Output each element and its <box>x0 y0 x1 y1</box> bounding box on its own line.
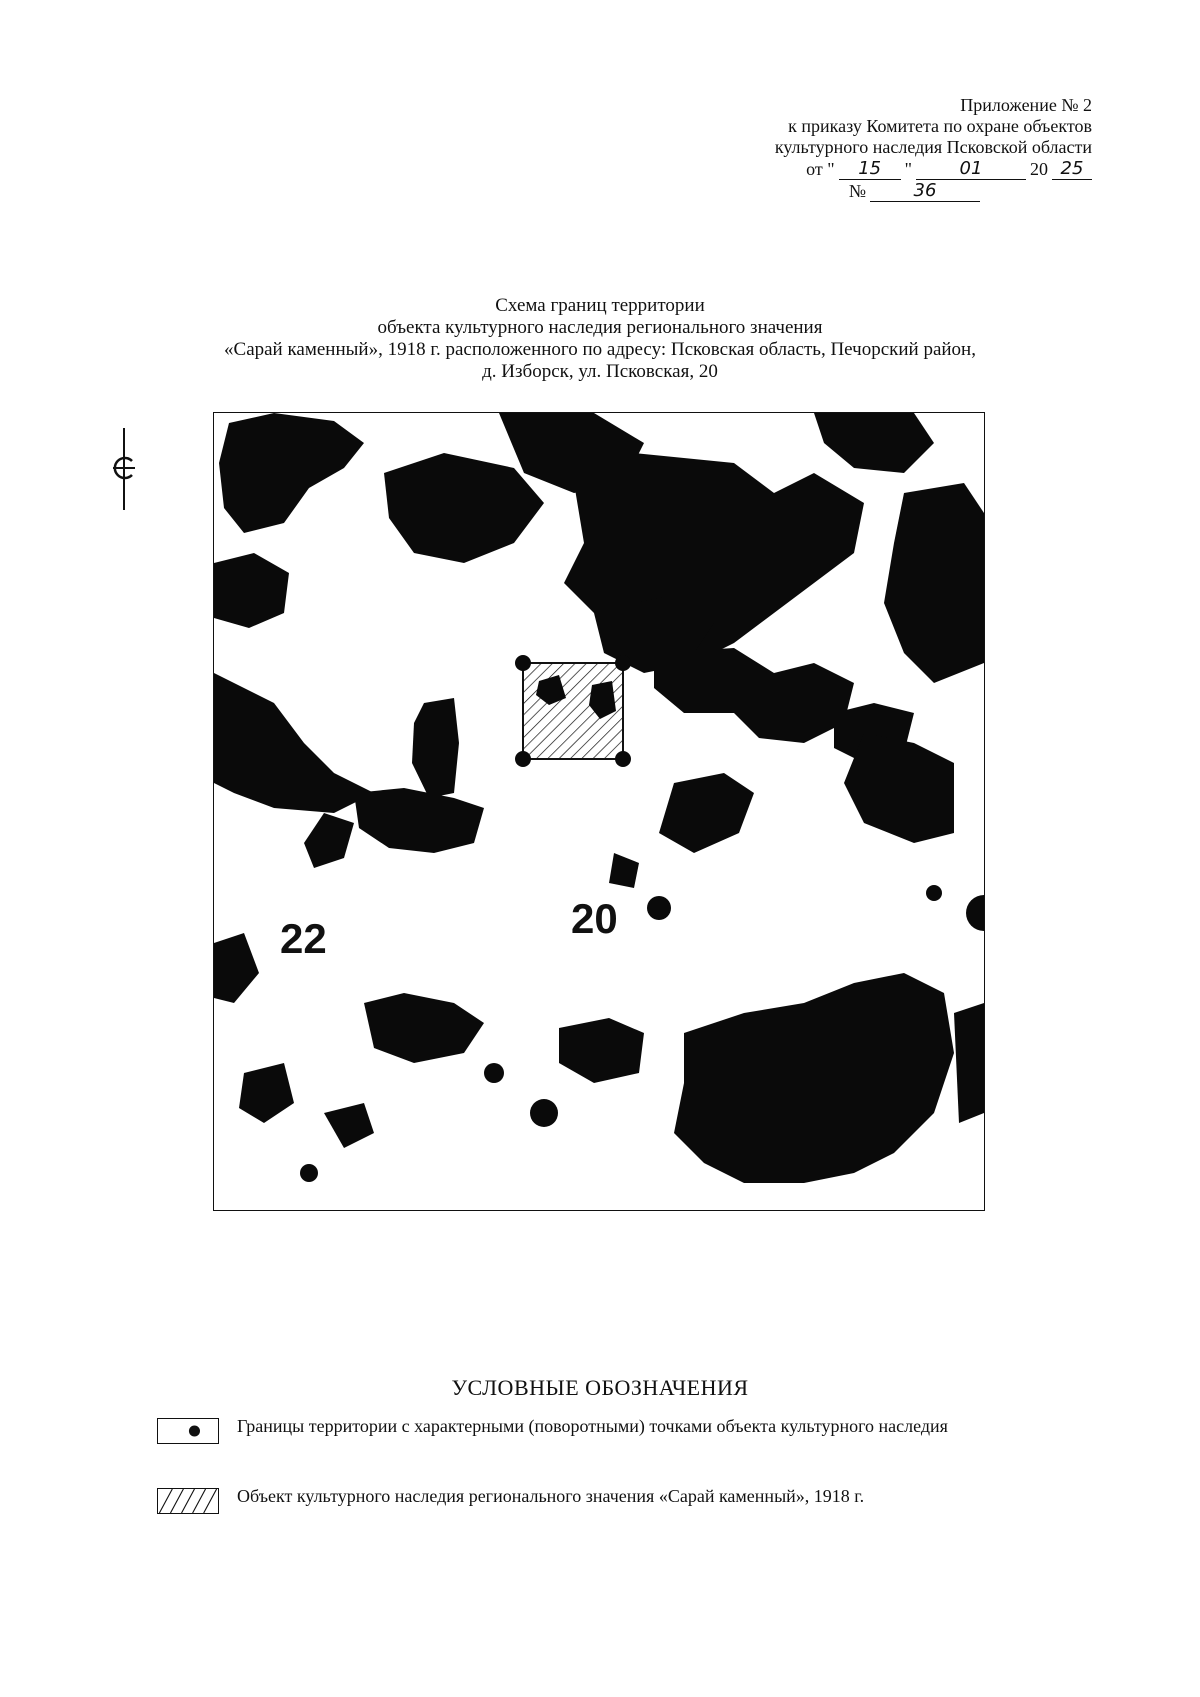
title-line-3: «Сарай каменный», 1918 г. расположенного по адресу: Псковская область, Печорский район, <box>224 339 976 360</box>
legend-item-object <box>157 1488 997 1514</box>
legend-item-boundary <box>157 1418 997 1444</box>
object-territory <box>515 655 631 767</box>
legend-item-label: Объект культурного наследия регионального значения «Сарай каменный», 1918 г. <box>237 1486 865 1506</box>
map-dark-areas <box>214 413 984 1183</box>
number-sign: № <box>848 181 866 201</box>
house-number-label: 20 <box>571 895 618 942</box>
title-line-4: д. Изборск, ул. Псковская, 20 <box>482 361 718 382</box>
committee-line: культурного наследия Псковской области <box>774 137 1092 157</box>
order-number: 36 <box>870 180 980 202</box>
legend-title: УСЛОВНЫЕ ОБОЗНАЧЕНИЯ <box>451 1375 749 1400</box>
appendix-header <box>672 95 1092 202</box>
date-quote: " <box>904 159 912 179</box>
map-canvas <box>214 413 984 1210</box>
order-day: 15 <box>839 158 901 180</box>
aerial-map <box>213 412 985 1211</box>
boundary-point-icon <box>157 1418 219 1444</box>
appendix-number: Приложение № 2 <box>960 95 1092 115</box>
turning-point <box>515 655 531 671</box>
order-number-line <box>849 180 980 202</box>
order-month: 01 <box>916 158 1026 180</box>
order-date <box>806 158 1092 180</box>
turning-point <box>515 751 531 767</box>
north-arrow-icon <box>110 428 138 510</box>
order-line: к приказу Комитета по охране объектов <box>788 116 1092 136</box>
title-line-2: объекта культурного наследия регионального значения <box>377 317 823 338</box>
house-number-label: 22 <box>280 915 327 962</box>
order-year: 25 <box>1052 158 1092 180</box>
title-line-1: Схема границ территории <box>495 295 705 316</box>
turning-point <box>615 751 631 767</box>
year-prefix: 20 <box>1030 159 1048 179</box>
turning-point <box>615 655 631 671</box>
legend-item-label: Границы территории с характерными (поворотными) точками объекта культурного наследия <box>237 1416 948 1436</box>
date-prefix: от " <box>806 159 835 179</box>
scheme-title <box>150 295 1050 383</box>
hatch-pattern-icon <box>157 1488 219 1514</box>
